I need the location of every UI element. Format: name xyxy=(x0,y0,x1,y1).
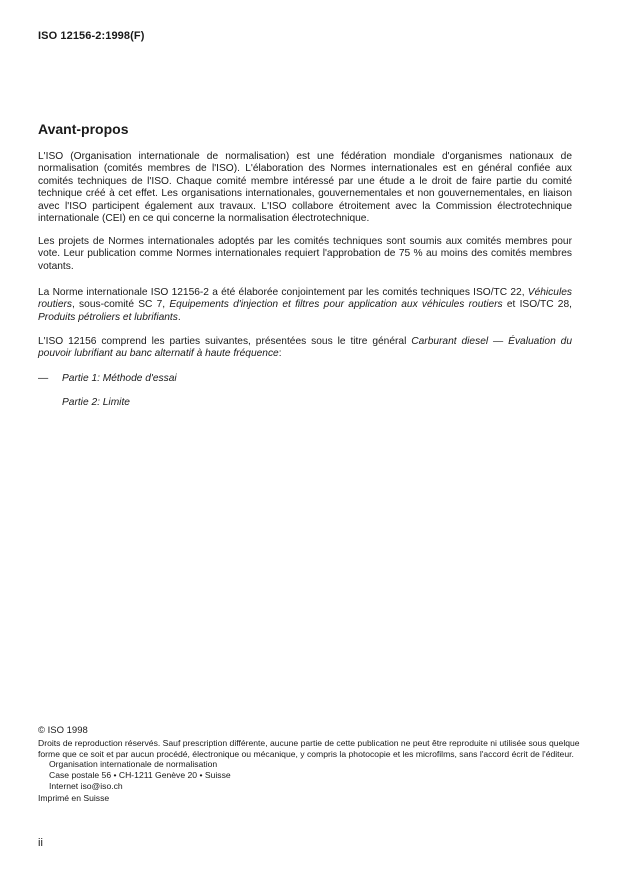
rights-statement: Droits de reproduction réservés. Sauf prescription différente, aucune partie de cette publication ne peut être reproduite ni utilisée sous quelque forme que ce soit et par aucun procédé, électronique ou mécanique, y compris la photocopie et les microfilms, sans l'accord écrit de l'éditeur. xyxy=(38,737,580,759)
p3-text-a: La Norme internationale ISO 12156-2 a été élaborée conjointement par les comités techniques ISO/TC 22, xyxy=(38,287,525,298)
p3-committee-tc28: Produits pétroliers et lubrifiants xyxy=(38,311,178,323)
org-internet: Internet iso@iso.ch xyxy=(49,780,123,791)
printed-in: Imprimé en Suisse xyxy=(38,792,110,803)
part-1-label: Partie 1: Méthode d'essai xyxy=(62,373,177,384)
org-name: Organisation internationale de normalisation xyxy=(49,759,218,770)
part-2-item: Partie 2: Limite xyxy=(62,397,130,408)
p3-text-g: . xyxy=(177,311,181,323)
p4-general-title: Carburant diesel — Évaluation du pouvoir lubrifiant au banc alternatif à haute fréquence xyxy=(38,336,572,360)
part-1-item xyxy=(38,373,177,384)
copyright-notice: © ISO 1998 xyxy=(38,725,88,736)
p4-text-c: : xyxy=(278,348,282,360)
document-header: ISO 12156-2:1998(F) xyxy=(38,30,145,42)
paragraph-iso-intro: L'ISO (Organisation internationale de normalisation) est une fédération mondiale d'organismes nationaux de normalisation (comités membres de l'ISO). L'élaboration des Normes internationales est en général confiée aux comités techniques de l'ISO. Chaque comité membre intéressé par une étude a le droit de faire partie du comité technique créé à cet effet. Les organisations internationales, gouvernementales et non gouvernementales, en liaison avec l'ISO participent également aux travaux. L'ISO collabore étroitement avec la Commission électrotechnique internationale (CEI) en ce qui concerne la normalisation électrotechnique. xyxy=(38,151,572,225)
copyright-footer xyxy=(38,726,586,804)
p3-text-e: et ISO/TC 28, xyxy=(506,299,572,311)
paragraph-draft-voting: Les projets de Normes internationales adoptés par les comités techniques sont soumis aux comités membres pour vote. Leur publication comme Normes internationales requiert l'approbation de 75 % au moins des comités membres votants. xyxy=(38,236,572,272)
org-address: Case postale 56 • CH-1211 Genève 20 • Suisse xyxy=(49,770,231,781)
section-title: Avant-propos xyxy=(38,121,129,137)
list-dash: — xyxy=(38,373,49,384)
p3-subcommittee-sc7: Equipements d'injection et filtres pour application aux véhicules routiers xyxy=(169,299,503,311)
paragraph-parts-intro xyxy=(38,336,572,361)
page-number: ii xyxy=(38,837,43,849)
p3-text-c: , sous-comité SC 7, xyxy=(71,299,166,311)
p3-committee-tc22: Véhicules routiers xyxy=(38,287,572,311)
paragraph-technical-committees xyxy=(38,287,572,324)
p4-text-a: L'ISO 12156 comprend les parties suivantes, présentées sous le titre général xyxy=(38,336,407,347)
